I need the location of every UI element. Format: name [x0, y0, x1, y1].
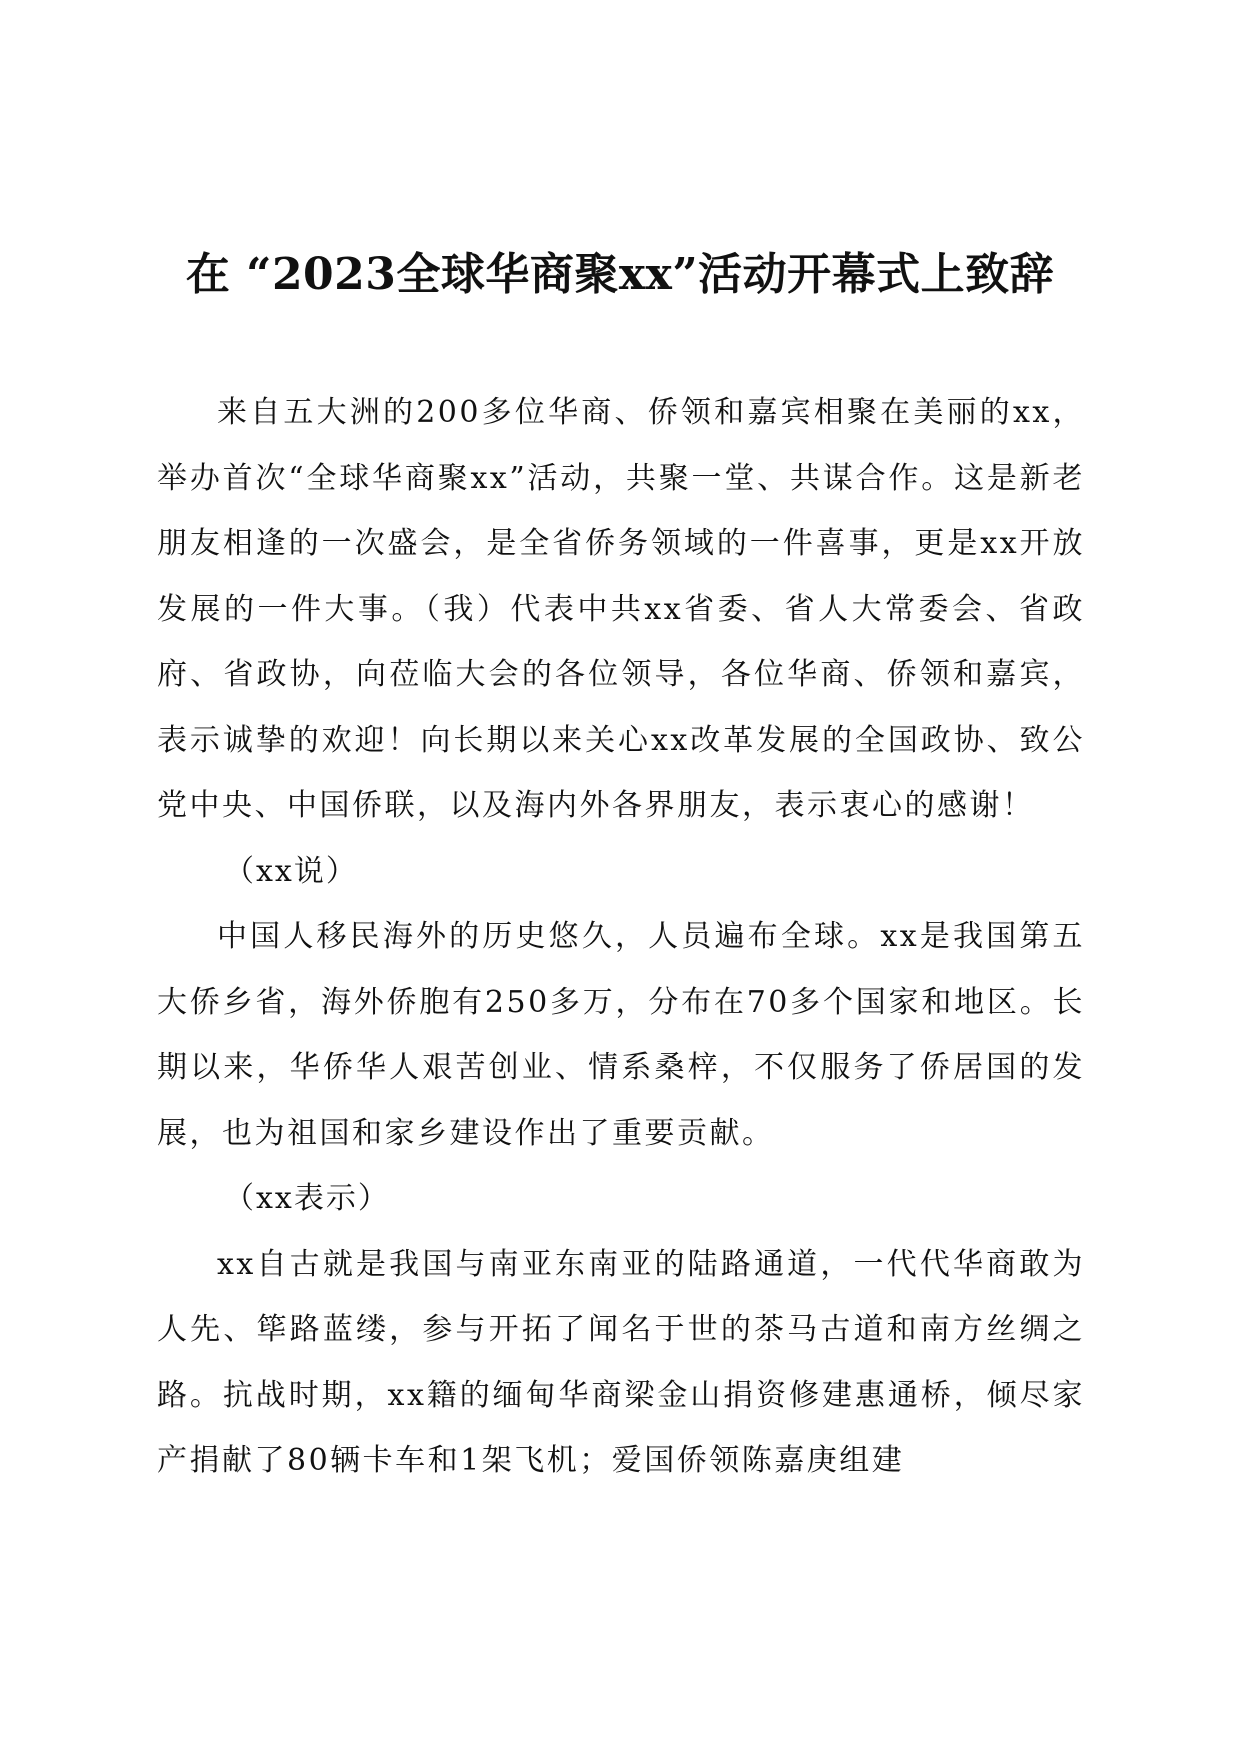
- paragraph-history: xx自古就是我国与南亚东南亚的陆路通道，一代代华商敢为人先、筚路蓝缕，参与开拓了闻名于世的茶马古道和南方丝绸之路。抗战时期，xx籍的缅甸华商梁金山捐资修建惠通桥，倾尽家产捐献了80辆卡车和1架飞机；爱国侨领陈嘉庚组建: [157, 1246, 1085, 1478]
- document-title: 在 “2023全球华商聚xx”活动开幕式上致辞: [185, 249, 1055, 300]
- paragraph-welcome: 来自五大洲的200多位华商、侨领和嘉宾相聚在美丽的xx，举办首次“全球华商聚xx”活动，共聚一堂、共谋合作。这是新老朋友相逢的一次盛会，是全省侨务领域的一件喜事，更是xx开放发展的一件大事。（我）代表中共xx省委、省人大常委会、省政府、省政协，向莅临大会的各位领导，各位华商、侨领和嘉宾，表示诚挚的欢迎！向长期以来关心xx改革发展的全国政协、致公党中央、中国侨联，以及海内外各界朋友，表示衷心的感谢！: [157, 395, 1085, 823]
- paragraph-overseas-chinese: 中国人移民海外的历史悠久，人员遍布全球。xx是我国第五大侨乡省，海外侨胞有250多万，分布在70多个国家和地区。长期以来，华侨华人艰苦创业、情系桑梓，不仅服务了侨居国的发展，也为祖国和家乡建设作出了重要贡献。: [157, 919, 1085, 1151]
- subheading-xx-said: （xx说）: [224, 853, 358, 889]
- subheading-xx-stated: （xx表示）: [224, 1181, 390, 1216]
- document-body: [157, 380, 1085, 1494]
